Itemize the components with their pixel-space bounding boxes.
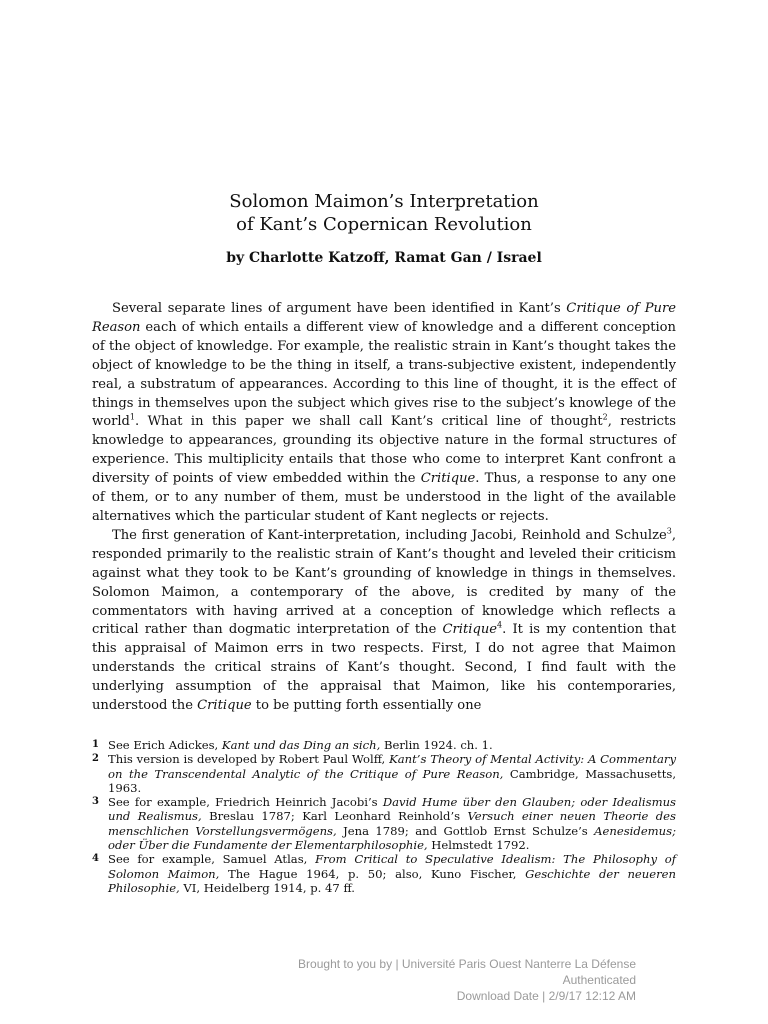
- italic-title: Aenesidemus; oder Über die Fundamente der Elementarphilosophie,: [108, 823, 676, 853]
- text-run: Breslau 1787; Karl Leonhard Reinhold’s: [201, 809, 468, 824]
- footnote-number: 2: [92, 753, 99, 765]
- italic-title: Critique of Pure Reason: [92, 301, 676, 335]
- text-run: . What in this paper we shall call Kant’s critical line of thought: [135, 414, 603, 430]
- footnote-3: [92, 795, 676, 852]
- footnote-ref-2[interactable]: 2: [602, 413, 608, 423]
- italic-title: Kant und das Ding an sich,: [221, 737, 381, 752]
- watermark-line-2: Authenticated: [562, 973, 636, 987]
- text-run: See for example, Samuel Atlas,: [108, 852, 316, 867]
- watermark-line-1: Brought to you by | Université Paris Ouest Nanterre La Défense: [298, 957, 636, 971]
- footnote-ref-3[interactable]: 3: [666, 526, 672, 536]
- footnote-ref-4[interactable]: 4: [497, 621, 503, 631]
- italic-title: Kant’s Theory of Mental Activity: A Commentary on the Transcendental Analytic of the Critique of Pure Reason,: [108, 752, 676, 781]
- text-run: to be putting forth essentially one: [251, 698, 482, 714]
- author-byline: by Charlotte Katzoff, Ramat Gan / Israel: [226, 250, 542, 266]
- watermark-line-3: Download Date | 2/9/17 12:12 AM: [456, 989, 636, 1003]
- footnote-1: [92, 738, 676, 752]
- italic-title: Critique: [197, 698, 252, 714]
- paragraph-1: [92, 300, 676, 527]
- title-line-1: Solomon Maimon’s Interpretation: [229, 191, 539, 212]
- body-text: [92, 300, 676, 716]
- text-run: , restricts knowledge to appearances, grounding its objective nature in the formal structures of experience. This multiplicity entails that those who come to interpret Kant confront a diversity of points of view embedded within the: [92, 414, 676, 487]
- footnote-number: 3: [92, 796, 99, 808]
- footnote-ref-1[interactable]: 1: [129, 413, 136, 423]
- text-run: This version is developed by Robert Paul Wolff,: [108, 752, 390, 767]
- text-run: Helmstedt 1792.: [427, 838, 530, 853]
- text-run: See for example, Friedrich Heinrich Jacobi’s: [108, 795, 383, 810]
- text-run: . Thus, a response to any one of them, or to any number of them, must be understood in the light of the available alternatives which the particular student of Kant neglects or rejects.: [92, 471, 676, 524]
- footnotes: [92, 738, 676, 895]
- text-run: , responded primarily to the realistic strain of Kant’s thought and leveled their criticism against what they took to be Kant’s grounding of knowledge in things in themselves. Solomon Maimon, a contemporary of the above, is credited by many of the commentators with having arrived at a conception of knowledge which reflects a critical rather than dogmatic interpretation of the: [92, 527, 676, 638]
- article-title: [92, 190, 676, 236]
- text-run: Several separate lines of argument have been identified in Kant’s: [112, 301, 567, 316]
- italic-title: Critique: [420, 471, 476, 487]
- text-run: . It is my contention that this appraisal of Maimon errs in two respects. First, I do not agree that Maimon understands the critical strains of Kant’s thought. Second, I find fault with the underlying assumption of the appraisal that Maimon, like his contemporaries, understood the: [92, 622, 676, 714]
- italic-title: Critique: [442, 622, 498, 638]
- italic-title: Versuch einer neuen Theorie des menschlichen Vorstellungsvermögens,: [108, 809, 676, 838]
- footnote-number: 1: [92, 738, 99, 750]
- text-run: Cambridge, Massachusetts, 1963.: [108, 766, 676, 795]
- title-line-2: of Kant’s Copernican Revolution: [236, 214, 532, 235]
- text-run: The first generation of Kant-interpretation, including Jacobi, Reinhold and Schulze: [112, 527, 667, 543]
- document-page: [92, 190, 676, 895]
- footnote-2: [92, 752, 676, 795]
- text-run: Jena 1789; and Gottlob Ernst Schulze’s: [336, 823, 595, 838]
- footnote-number: 4: [92, 853, 99, 865]
- italic-title: Geschichte der neueren Philosophie,: [108, 866, 676, 895]
- text-run: Berlin 1924. ch. 1.: [380, 737, 493, 752]
- access-watermark: [298, 956, 636, 1004]
- italic-title: David Hume über den Glauben; oder Idealismus und Realismus,: [108, 795, 676, 824]
- paragraph-2: [92, 527, 676, 716]
- text-run: each of which entails a different view of knowledge and a different conception of the object of knowledge. For example, the realistic strain in Kant’s thought takes the object of knowledge to be the thing in itself, a trans-subjective existent, independently real, a substratum of appearances. According to this line of thought, it is the effect of things in themselves upon the subject which gives rise to the subject’s knowlege of the world: [92, 319, 676, 430]
- text-run: VI, Heidelberg 1914, p. 47 ff.: [179, 880, 355, 895]
- italic-title: From Critical to Speculative Idealism: The Philosophy of Solomon Maimon,: [108, 852, 676, 881]
- footnote-4: [92, 852, 676, 895]
- text-run: The Hague 1964, p. 50; also, Kuno Fischer,: [219, 866, 526, 881]
- text-run: See Erich Adickes,: [108, 737, 222, 752]
